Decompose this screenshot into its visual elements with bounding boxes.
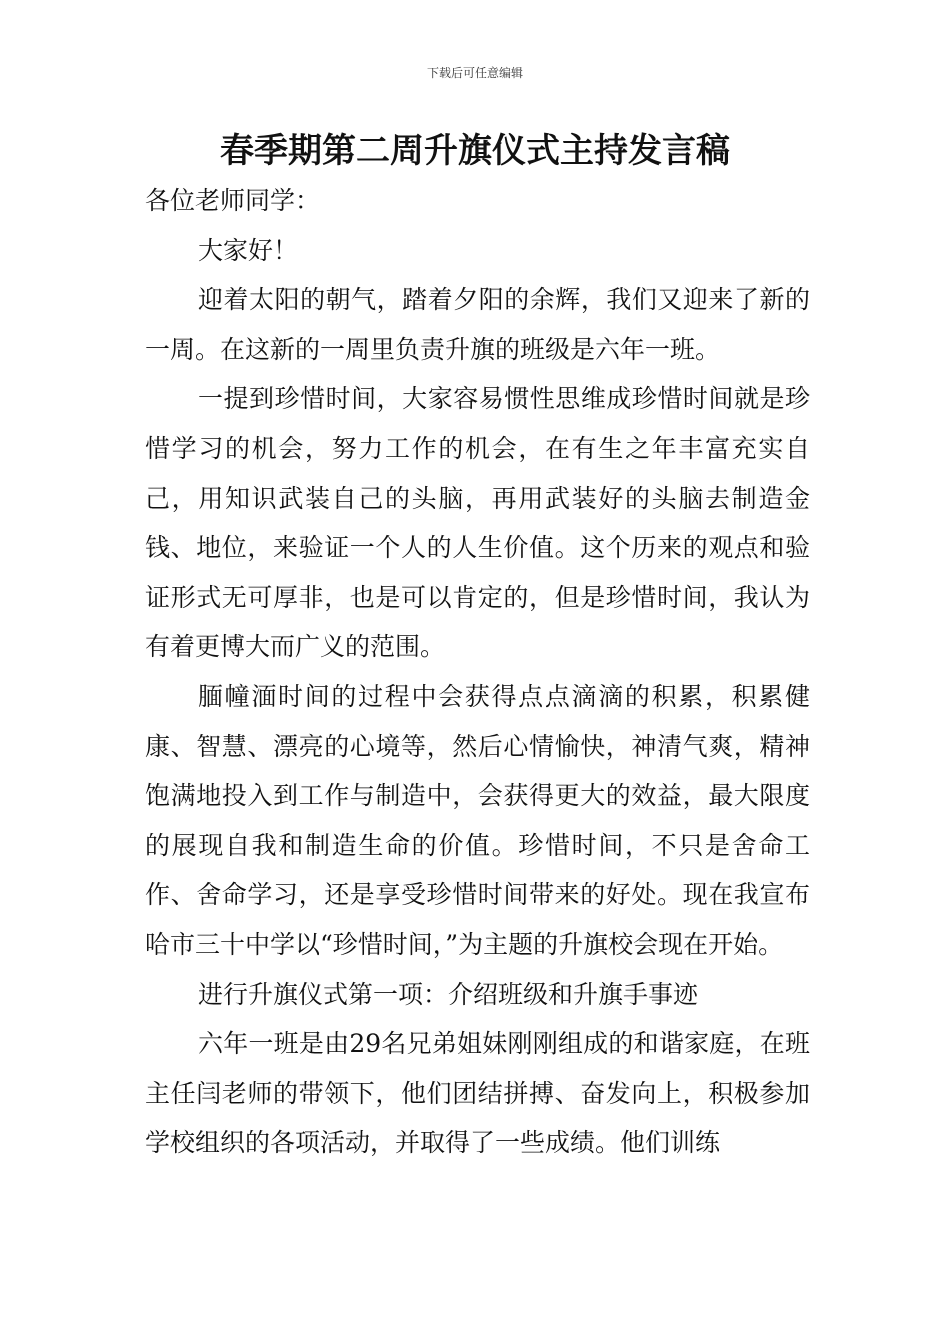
document-body — [145, 176, 810, 1168]
body-paragraph: 一提到珍惜时间，大家容易惯性思维成珍惜时间就是珍惜学习的机会，努力工作的机会，在有生之年丰富充实自己，用知识武装自己的头脑，再用武装好的头脑去制造金钱、地位，来验证一个人的人生价值。这个历来的观点和验证形式无可厚非，也是可以肯定的，但是珍惜时间，我认为有着更博大而广义的范围。 — [145, 384, 810, 662]
salutation-paragraph: 各位老师同学： — [145, 186, 321, 215]
body-paragraph: 腼幢湎时间的过程中会获得点点滴滴的积累，积累健康、智慧、漂亮的心境等，然后心情愉快，神清气爽，精神饱满地投入到工作与制造中，会获得更大的效益，最大限度的展现自我和制造生命的价值。珍惜时间，不只是舍命工作、舍命学习，还是享受珍惜时间带来的好处。现在我宣布哈市三十中学以“珍惜时间，”为主题的升旗校会现在开始。 — [145, 681, 810, 959]
agenda-item-paragraph: 进行升旗仪式第一项：介绍班级和升旗手事迹 — [198, 979, 699, 1009]
greeting-paragraph: 大家好！ — [198, 235, 299, 265]
document-title: 春季期第二周升旗仪式主持发言稿 — [220, 131, 730, 171]
body-paragraph: 六年一班是由29名兄弟姐妹刚刚组成的和谐家庭，在班主任闫老师的带领下，他们团结拼搏、奋发向上，积极参加学校组织的各项活动，并取得了一些成绩。他们训练 — [145, 1029, 810, 1158]
header-note: 下载后可任意编辑 — [426, 66, 523, 80]
body-paragraph: 迎着太阳的朝气，踏着夕阳的余辉，我们又迎来了新的一周。在这新的一周里负责升旗的班级是六年一班。 — [145, 285, 810, 364]
